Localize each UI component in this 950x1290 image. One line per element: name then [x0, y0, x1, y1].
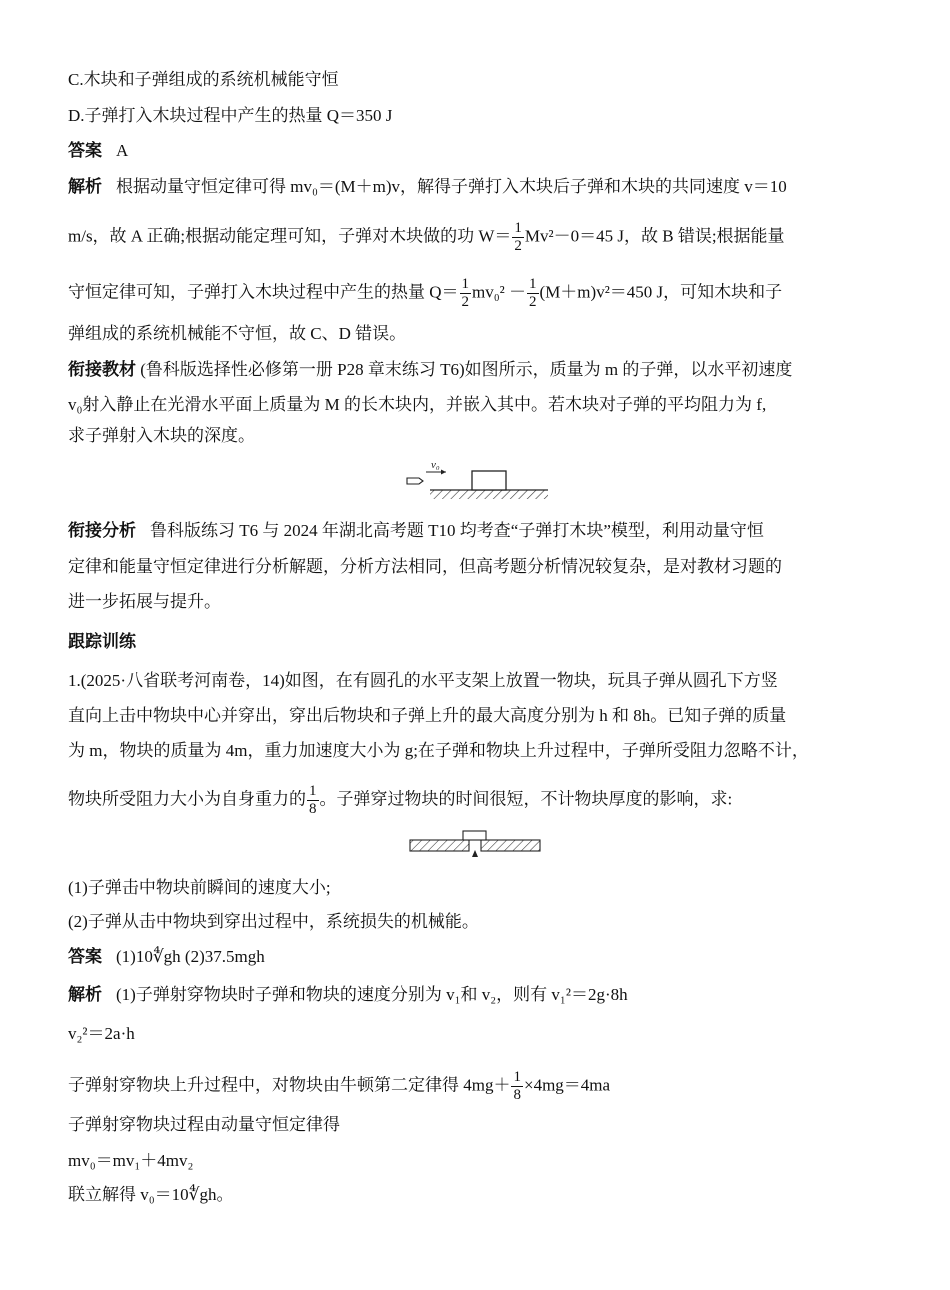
question-text-4a: 物块所受阻力大小为自身重力的 [68, 789, 306, 809]
answer2-label: 答案 [68, 947, 102, 966]
solution-line-3 [68, 1069, 610, 1104]
textbook-label: 衔接教材 [68, 360, 136, 379]
answer2-line [68, 945, 265, 969]
question-text-4b: 。子弹穿过物块的时间很短，不计物块厚度的影响，求: [319, 789, 733, 809]
analysis-text-2b: Mv²－0＝45 J，故 B 错误;根据能量 [524, 226, 785, 246]
answer2-text: (1)10∜gh (2)37.5mgh [116, 947, 265, 966]
textbook-line-2: v₀射入静止在光滑水平面上质量为 M 的长木块内，并嵌入其中。若木块对子弹的平均阻力为 f, [68, 395, 767, 414]
answer-label: 答案 [68, 141, 102, 160]
analysis-text-2a: m/s，故 A 正确;根据动能定理可知，子弹对木块做的功 W＝ [68, 226, 512, 246]
analysis-line-1 [68, 175, 787, 199]
wood-block [472, 471, 506, 490]
question-line-1: 1.(2025·八省联考河南卷，14)如图，在有圆孔的水平支架上放置一物块，玩具子弹从圆孔下方竖 [68, 671, 778, 690]
arrow-head [441, 470, 446, 475]
analysis-line-2 [68, 220, 785, 255]
solution-line-1 [68, 983, 628, 1007]
solution-text-3a: 子弹射穿物块上升过程中，对物块由牛顿第二定律得 4mg＋ [68, 1075, 511, 1095]
solution-line-5: mv₀＝mv₁＋4mv₂ [68, 1151, 194, 1170]
question-line-2: 直向上击中物块中心并穿出，穿出后物块和子弹上升的最大高度分别为 h 和 8h。已知子弹的质量 [68, 706, 787, 725]
fraction-half-b: $\frac{1}{2}$ [461, 276, 470, 310]
solution-line-2: v₂²＝2a·h [68, 1024, 135, 1043]
solution-text-3b: ×4mg＝4ma [523, 1075, 611, 1095]
question-line-4 [68, 783, 732, 818]
fraction-eighth-b: $\frac{1}{8}$ [513, 1069, 521, 1103]
bullet-shape [407, 478, 423, 484]
toy-bullet [472, 850, 478, 857]
option-d: D.子弹打入木块过程中产生的热量 Q＝350 J [68, 106, 393, 125]
bullet-block-diagram [400, 456, 550, 504]
textbook-line-3: 求子弹射入木块的深度。 [68, 426, 255, 445]
connection-line-3: 进一步拓展与提升。 [68, 592, 221, 611]
part-1: (1)子弹击中物块前瞬间的速度大小; [68, 878, 331, 897]
analysis-text-3b: mv₀² － [472, 282, 527, 302]
small-block [463, 831, 486, 840]
analysis-text-3c: (M＋m)v²＝450 J，可知木块和子 [539, 282, 783, 302]
option-c: C.木块和子弹组成的系统机械能守恒 [68, 70, 339, 89]
analysis2-label: 解析 [68, 985, 102, 1004]
connection-line-1 [68, 519, 764, 543]
analysis-label: 解析 [68, 177, 102, 196]
textbook-line-1 [68, 358, 792, 382]
fraction-eighth-a: $\frac{1}{8}$ [309, 783, 317, 817]
v0-label: v₀ [431, 459, 440, 471]
analysis-text-1: 根据动量守恒定律可得 mv₀＝(M＋m)v，解得子弹打入木块后子弹和木块的共同速度 v＝10 [116, 177, 787, 196]
part-2: (2)子弹从击中物块到穿出过程中，系统损失的机械能。 [68, 912, 479, 931]
connection-text-1: 鲁科版练习 T6 与 2024 年湖北高考题 T10 均考查“子弹打木块”模型，利用动量守恒 [150, 521, 764, 540]
support-left [410, 840, 469, 851]
support-hole-diagram [408, 828, 542, 862]
question-line-3: 为 m，物块的质量为 4m，重力加速度大小为 g;在子弹和物块上升过程中，子弹所受阻力忽略不计， [68, 741, 809, 760]
answer-line [68, 139, 128, 163]
fraction-half-c: $\frac{1}{2}$ [529, 276, 537, 310]
analysis-line-4: 弹组成的系统机械能不守恒，故 C、D 错误。 [68, 324, 407, 343]
textbook-text-1: (鲁科版选择性必修第一册 P28 章末练习 T6)如图所示，质量为 m 的子弹，以水平初速度 [140, 360, 793, 379]
analysis-line-3 [68, 276, 782, 311]
solution-line-6: 联立解得 v₀＝10∜gh。 [68, 1185, 234, 1204]
solution-text-1: (1)子弹射穿物块时子弹和物块的速度分别为 v₁和 v₂，则有 v₁²＝2g·8h [116, 985, 628, 1004]
answer-text: A [116, 141, 129, 160]
support-right [481, 840, 540, 851]
analysis-text-3a: 守恒定律可知，子弹打入木块过程中产生的热量 Q＝ [68, 282, 459, 302]
training-heading: 跟踪训练 [68, 632, 136, 651]
solution-line-4: 子弹射穿物块过程由动量守恒定律得 [68, 1115, 340, 1134]
connection-line-2: 定律和能量守恒定律进行分析解题，分析方法相同，但高考题分析情况较复杂，是对教材习题的 [68, 557, 782, 576]
fraction-half-a: $\frac{1}{2}$ [514, 220, 522, 254]
connection-label: 衔接分析 [68, 521, 136, 540]
ground-hatch [430, 490, 548, 499]
